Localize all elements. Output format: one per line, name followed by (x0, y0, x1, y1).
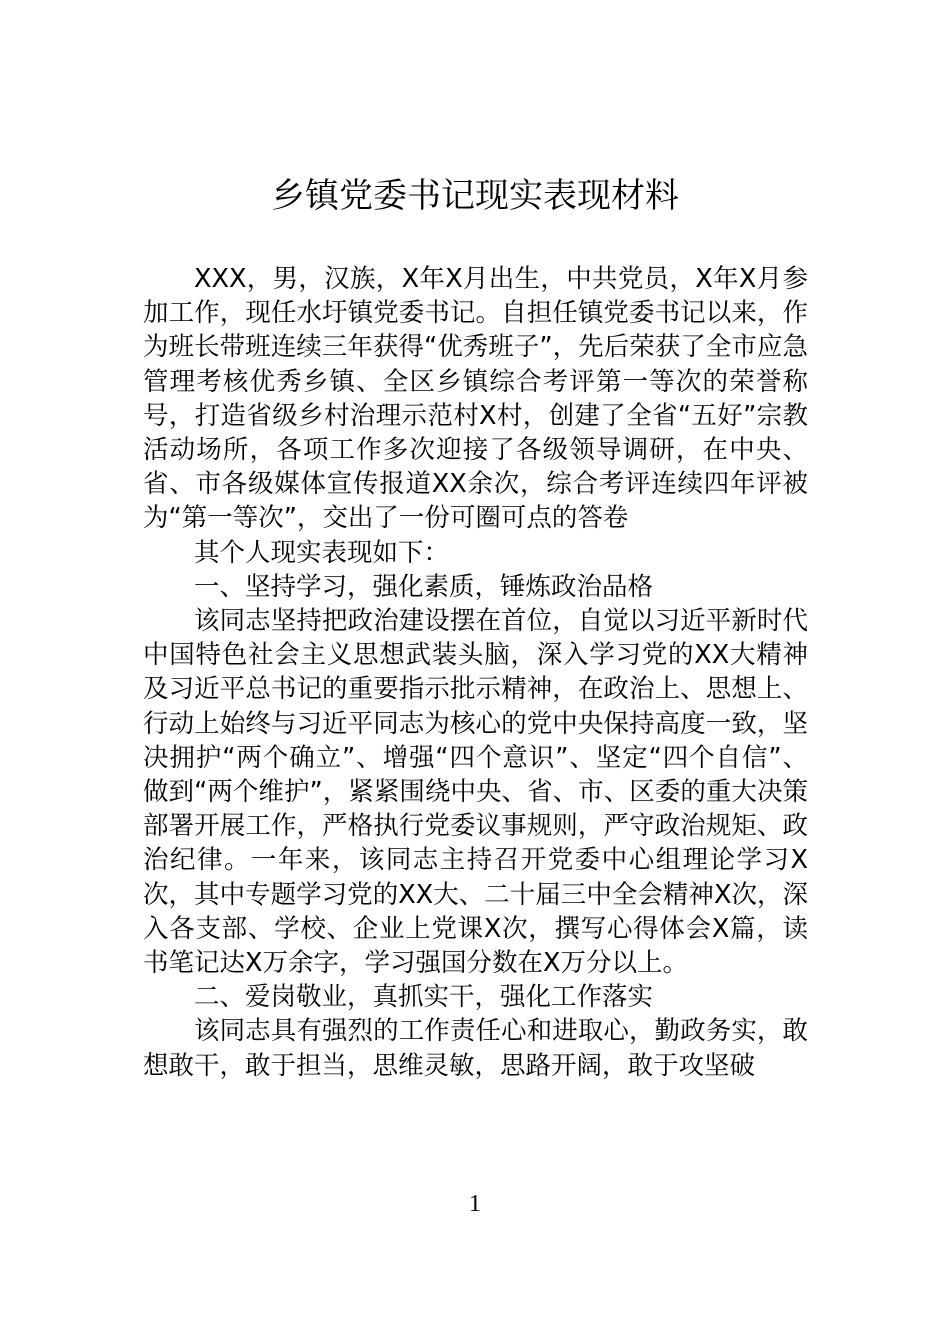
page-number: 1 (469, 1191, 481, 1217)
document-body (143, 262, 808, 1083)
section-body-1: 该同志坚持把政治建设摆在首位，自觉以习近平新时代中国特色社会主义思想武装头脑，深入学习党的XX大精神及习近平总书记的重要指示批示精神，在政治上、思想上、行动上始终与习近平同志为核心的党中央保持高度一致，坚决拥护“两个确立”、增强“四个意识”、坚定“四个自信”、做到“两个维护”，紧紧围绕中央、省、市、区委的重大决策部署开展工作，严格执行党委议事规则，严守政治规矩、政治纪律。一年来，该同志主持召开党委中心组理论学习X次，其中专题学习党的XX大、二十届三中全会精神X次，深入各支部、学校、企业上党课X次，撰写心得体会X篇，读书笔记达X万余字，学习强国分数在X万分以上。 (143, 606, 808, 979)
section-heading-2: 二、爱岗敬业，真抓实干，强化工作落实 (194, 982, 654, 1013)
summary-lead-paragraph: 其个人现实表现如下： (194, 537, 450, 568)
page-title: 乡镇党委书记现实表现材料 (271, 176, 679, 216)
intro-paragraph: XXX，男，汉族，X年X月出生，中共党员，X年X月参加工作，现任水圩镇党委书记。自担任镇党委书记以来，作为班长带班连续三年获得“优秀班子”，先后荣获了全市应急管理考核优秀乡镇、全区乡镇综合考评第一等次的荣誉称号，打造省级乡村治理示范村X村，创建了全省“五好”宗教活动场所，各项工作多次迎接了各级领导调研，在中央、省、市各级媒体宣传报道XX余次，综合考评连续四年评被为“第一等次”，交出了一份可圈可点的答卷 (143, 264, 808, 534)
section-body-2: 该同志具有强烈的工作责任心和进取心，勤政务实，敢想敢干，敢于担当，思维灵敏，思路开阔，敢于攻坚破 (143, 1016, 808, 1081)
section-heading-1: 一、坚持学习，强化素质，锤炼政治品格 (194, 571, 654, 602)
